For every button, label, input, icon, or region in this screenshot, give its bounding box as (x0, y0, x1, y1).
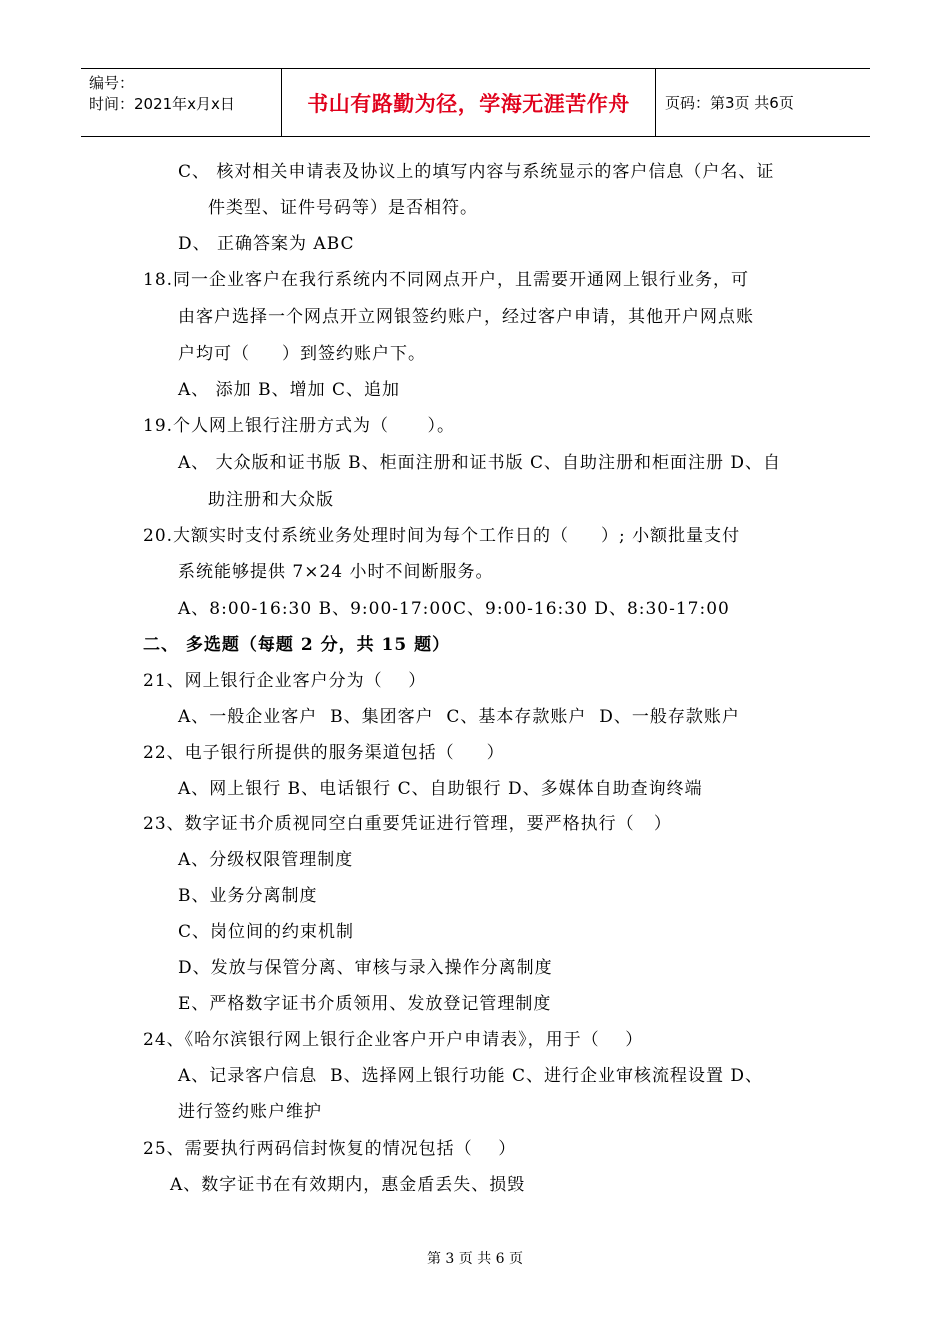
option-line: A、网上银行 B、电话银行 C、自助银行 D、多媒体自助查询终端 (178, 779, 703, 799)
option-line: A、分级权限管理制度 (178, 850, 354, 870)
question-19: 19.个人网上银行注册方式为（ ）。 (143, 416, 455, 436)
time-label: 时间：2021年x月x日 (89, 95, 235, 113)
option-line: A、8:00-16:30 B、9:00-17:00C、9:00-16:30 D、8:30-17:00 (178, 599, 730, 619)
question-18: 18.同一企业客户在我行系统内不同网点开户，且需要开通网上银行业务，可 (143, 270, 750, 290)
option-line: A、 大众版和证书版 B、柜面注册和证书版 C、自助注册和柜面注册 D、自 (178, 453, 782, 473)
option-line: A、 添加 B、增加 C、追加 (178, 380, 400, 400)
option-line: A、记录客户信息 B、选择网上银行功能 C、进行企业审核流程设置 D、 (178, 1066, 764, 1086)
option-continuation: 助注册和大众版 (208, 490, 334, 510)
header-meta (81, 69, 282, 136)
option-line: A、一般企业客户 B、集团客户 C、基本存款账户 D、一般存款账户 (178, 707, 740, 727)
option-continuation: 进行签约账户维护 (178, 1102, 322, 1122)
question-22: 22、电子银行所提供的服务渠道包括（ ） (143, 743, 505, 763)
option-line: B、业务分离制度 (178, 886, 318, 906)
number-label: 编号： (89, 74, 135, 92)
option-line: A、数字证书在有效期内，惠金盾丢失、损毁 (170, 1175, 526, 1195)
question-continuation: 户均可（ ）到签约账户下。 (178, 344, 427, 364)
page-header (81, 68, 870, 137)
question-continuation: 由客户选择一个网点开立网银签约账户，经过客户申请，其他开户网点账 (178, 307, 754, 327)
question-20: 20.大额实时支付系统业务处理时间为每个工作日的（ ）; 小额批量支付 (143, 526, 741, 546)
option-line: E、严格数字证书介质领用、发放登记管理制度 (178, 994, 552, 1014)
question-21: 21、网上银行企业客户分为（ ） (143, 671, 427, 691)
question-continuation: 系统能够提供 7×24 小时不间断服务。 (178, 562, 494, 582)
page-footer: 第 3 页 共 6 页 (426, 1251, 524, 1267)
question-25: 25、需要执行两码信封恢复的情况包括（ ） (143, 1139, 517, 1159)
header-motto: 书山有路勤为径，学海无涯苦作舟 (282, 69, 656, 136)
option-line: D、 正确答案为 ABC (178, 234, 355, 254)
option-continuation: 件类型、证件号码等）是否相符。 (208, 198, 478, 218)
question-24: 24、《哈尔滨银行网上银行企业客户开户申请表》，用于（ ） (143, 1030, 644, 1050)
header-page-number: 页码：第3页 共6页 (665, 94, 794, 112)
option-line: C、岗位间的约束机制 (178, 922, 355, 942)
option-line: C、 核对相关申请表及协议上的填写内容与系统显示的客户信息（户名、证 (178, 162, 775, 182)
question-23: 23、数字证书介质视同空白重要凭证进行管理，要严格执行（ ） (143, 814, 672, 834)
section-heading: 二、 多选题（每题 2 分，共 15 题） (143, 635, 451, 655)
option-line: D、发放与保管分离、审核与录入操作分离制度 (178, 958, 553, 978)
